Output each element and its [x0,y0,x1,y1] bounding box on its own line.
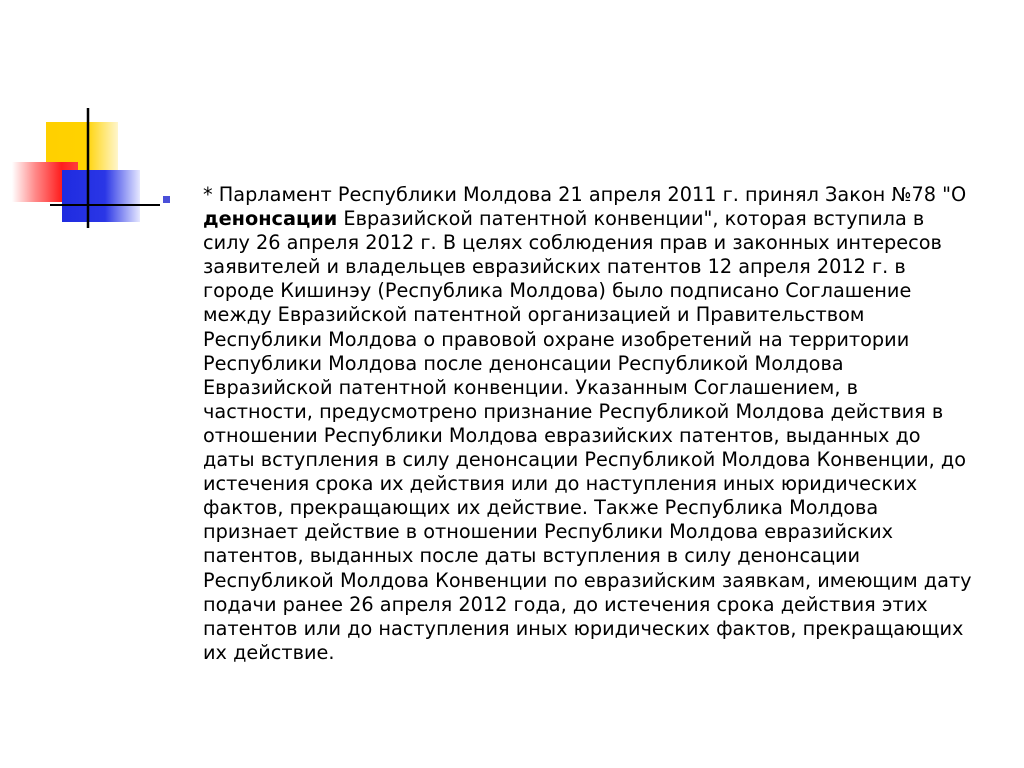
body-paragraph [203,183,973,665]
paragraph-text-before-bold: * Парламент Республики Молдова 21 апреля 2011 г. принял Закон №78 "О [203,183,967,206]
blue-square [62,170,140,222]
bullet-icon [163,196,170,203]
paragraph-bold-term: денонсации [203,207,338,231]
paragraph-text-after-bold: Евразийской патентной конвенции", которая вступила в силу 26 апреля 2012 г. В целях соблюдения прав и законных интересов заявителей и владельцев евразийских патентов 12 апреля 2012 г. в городе Кишинэу (Республика Молдова) было подписано Соглашение между Евразийской патентной организацией и Правительством Республики Молдова о правовой охране изобретений на территории Республики Молдова после денонсации Республикой Молдова Евразийской патентной конвенции. Указанным Соглашением, в частности, предусмотрено признание Республикой Молдова действия в отношении Республики Молдова евразийских патентов, выданных до даты вступления в силу денонсации Республикой Молдова Конвенции, до истечения срока их действия или до наступления иных юридических фактов, прекращающих их действие. Также Республика Молдова признает действие в отношении Республики Молдова евразийских патентов, выданных после даты вступления в силу денонсации Республикой Молдова Конвенции по евразийским заявкам, имеющим дату подачи ранее 26 апреля 2012 года, до истечения срока действия этих патентов или до наступления иных юридических фактов, прекращающих их действие. [203,207,972,664]
decorative-color-blocks [0,0,160,240]
